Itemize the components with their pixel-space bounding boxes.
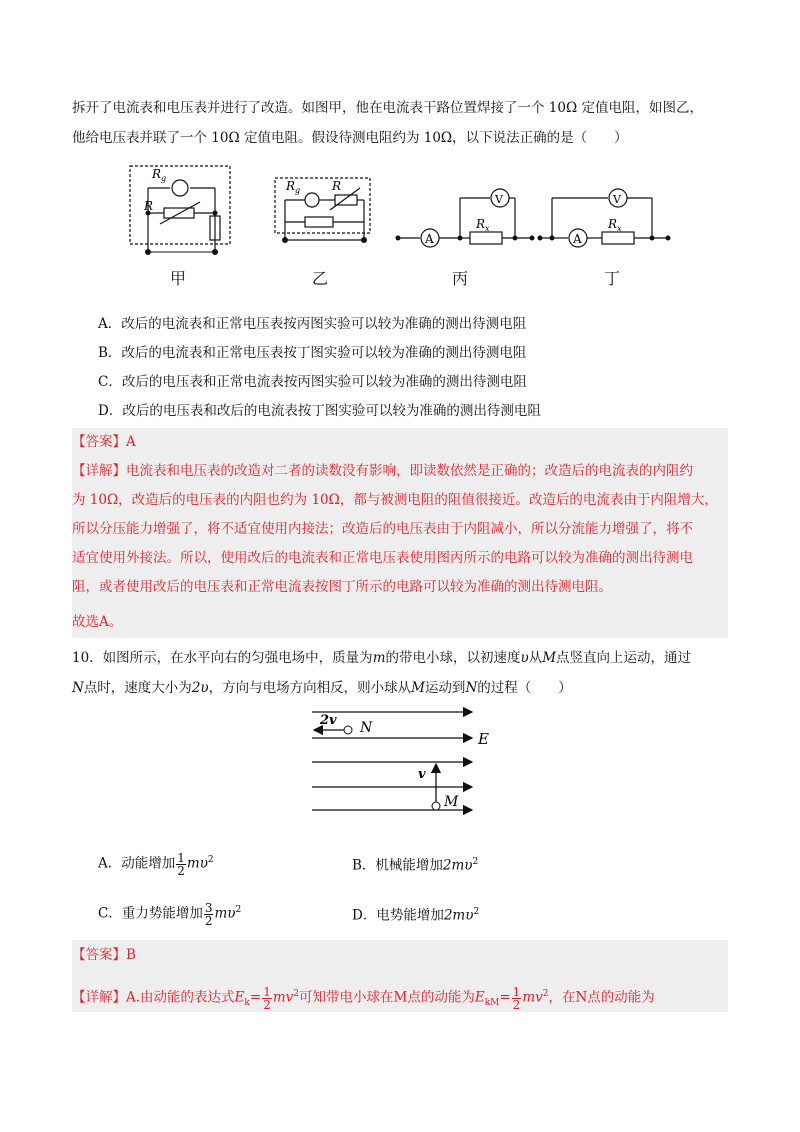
q10-option-a: A．动能增加 $\frac{1}{2}$ $m\upsilon^2$ [98,850,214,878]
q10-stem-line-2: N点时，速度大小为2υ，方向与电场方向相反，则小球从M运动到N的过程（ ） [72,680,572,696]
fig-n-label: N [360,720,373,736]
q10-option-b: B．机械能增加$2m\upsilon^2$ [352,857,479,874]
fig-ding-ammeter: A [573,232,582,246]
q9-conclusion: 故选A。 [72,614,123,630]
fig-2v-label: 2v [320,713,337,728]
fig-label-ding: 丁 [604,269,621,288]
fig-label-bing: 丙 [452,269,469,288]
fig-yi-rg-label: $R_g$ [286,179,301,195]
fig-label-yi: 乙 [312,269,329,288]
q9-detail-line-4: 适宜使用外接法。所以，使用改后的电流表和正常电压表使用图丙所示的电路可以较为准确的测出待测电 [72,550,693,566]
q9-option-a: A．改后的电流表和正常电压表按丙图实验可以较为准确的测出待测电阻 [98,316,527,332]
q10-detail-line-1: 【详解】A.由动能的表达式$E_k=$ $\frac{1}{2}$ $mv^2$可知带电小球在M点的动能为$E_{kM}=$ $\frac{1}{2}$ $mv^2$，在N点的动能为 [72,984,655,1012]
fig-jia-r-label: R [144,199,154,213]
q9-option-c: C．改后的电压表和正常电流表按丙图实验可以较为准确的测出待测电阻 [98,374,527,390]
q9-detail-line-1: 【详解】电流表和电压表的改造对二者的读数没有影响，即读数依然是正确的；改造后的电流表的内阻约 [72,463,693,479]
fig-v-label: v [418,767,426,782]
circuit-figures [120,158,680,258]
q10-answer-label: 【答案】B [72,947,136,963]
intro-line-2: 他给电压表并联了一个 10Ω 定值电阻。假设待测电阻约为 10Ω，以下说法正确的是（ ） [72,130,628,146]
fig-m-label: M [444,794,459,810]
figure-bing-circuit [398,189,532,247]
fig-ding-rx-label: $R_x$ [608,217,622,233]
q9-detail-line-2: 为 10Ω，改造后的电压表的内阻也约为 10Ω，都与被测电阻的阻值很接近。改造后的电流表由于内阻增大， [72,492,718,508]
q9-answer-label: 【答案】A [72,434,136,450]
fig-bing-voltmeter: V [495,193,503,206]
fig-e-label: E [478,730,489,748]
q9-detail-line-3: 所以分压能力增强了，将不适宜使用内接法；改造后的电压表由于内阻减小，所以分流能力增强了，将不 [72,521,693,537]
fig-jia-rg-label: $R_g$ [152,167,167,183]
fig-bing-ammeter: A [425,232,434,246]
fig-yi-r-label: R [332,179,342,193]
q9-option-b: B．改后的电流表和正常电压表按丁图实验可以较为准确的测出待测电阻 [98,345,527,361]
figure-ding-circuit [540,189,668,247]
q10-option-c: C．重力势能增加 $\frac{3}{2}$ $m\upsilon^2$ [98,900,242,928]
q10-stem-line-1: 10．如图所示，在水平向右的匀强电场中，质量为m的带电小球，以初速度υ从M点竖直向上运动，通过 [72,650,692,666]
fig-ding-voltmeter: V [613,193,621,206]
fig-bing-rx-label: $R_x$ [476,217,490,233]
q9-option-d: D．改后的电压表和改后的电流表按丁图实验可以较为准确的测出待测电阻 [98,403,541,419]
q9-detail-line-5: 阻，或者使用改后的电压表和正常电流表按图丁所示的电路可以较为准确的测出待测电阻。 [72,579,612,595]
fig-label-jia: 甲 [170,269,187,288]
q10-option-d: D．电势能增加$2m\upsilon^2$ [352,907,480,924]
intro-line-1: 拆开了电流表和电压表并进行了改造。如图甲，他在电流表干路位置焊接了一个 10Ω 定值电阻，如图乙， [72,100,703,116]
electric-field-diagram [300,702,510,822]
